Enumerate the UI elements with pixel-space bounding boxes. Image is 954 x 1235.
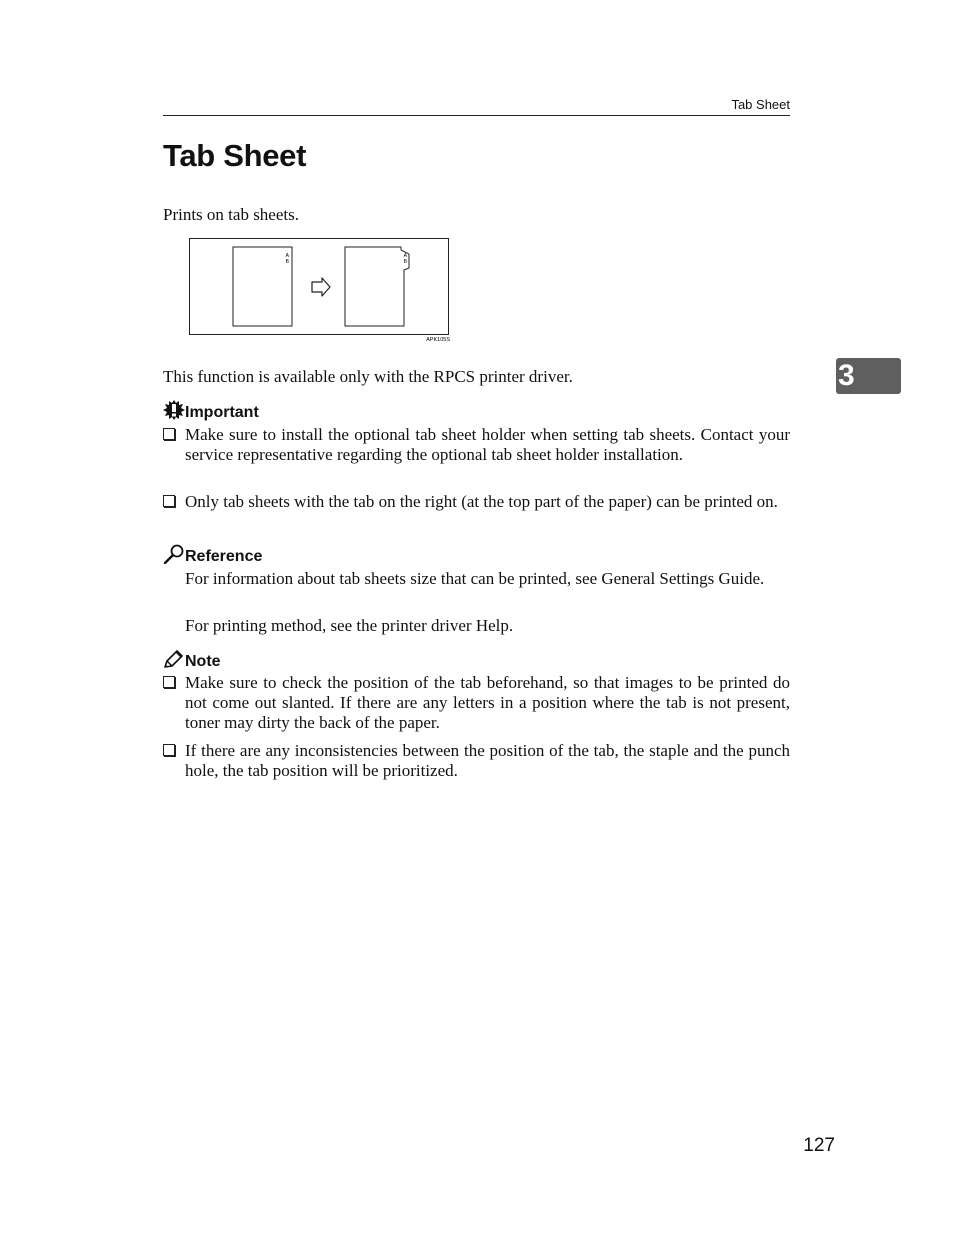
arrow-right-icon — [312, 278, 330, 296]
important-item-text: Only tab sheets with the tab on the right (at the top part of the paper) can be printed on. — [185, 492, 778, 511]
left-tab-letter-a: A — [285, 253, 289, 259]
checkbox-icon — [163, 495, 175, 507]
reference-label: Reference — [185, 548, 263, 565]
availability-text: This function is available only with the RPCS printer driver. — [163, 367, 573, 386]
pencil-icon — [163, 649, 185, 675]
checkbox-icon — [163, 676, 175, 688]
right-tab-letter-b: B — [403, 259, 407, 265]
chapter-tab — [836, 358, 901, 394]
chapter-number: 3 — [838, 359, 855, 392]
important-label: Important — [185, 404, 259, 421]
note-item-text: Make sure to check the position of the tab beforehand, so that images to be printed do not come out slanted. If there are any letters in a position where the tab is not present, toner may dirty the back of the paper. — [185, 673, 790, 732]
magnifier-icon — [163, 544, 185, 570]
checkbox-icon — [163, 744, 175, 756]
reference-heading — [163, 544, 262, 566]
left-tab-letter-b: B — [285, 259, 289, 265]
note-item — [163, 673, 790, 733]
note-heading — [163, 649, 221, 671]
important-item-text: Make sure to install the optional tab sheet holder when setting tab sheets. Contact your service representative regarding the optional tab sheet holder installation. — [185, 425, 790, 464]
checkbox-icon — [163, 428, 175, 440]
note-item — [163, 741, 790, 781]
reference-paragraph: For printing method, see the printer driver Help. — [185, 616, 514, 635]
reference-paragraph: For information about tab sheets size that can be printed, see General Settings Guide. — [185, 569, 765, 588]
important-item — [163, 492, 790, 512]
header-rule — [163, 115, 790, 116]
note-label: Note — [185, 653, 221, 670]
right-tab-letter-a: A — [403, 253, 407, 259]
page-number: 127 — [803, 1135, 835, 1156]
figure-code: APK105S — [426, 337, 450, 343]
tab-sheet-illustration — [189, 238, 451, 346]
intro-text: Prints on tab sheets. — [163, 205, 299, 224]
tab-sheet — [345, 247, 409, 326]
important-item — [163, 425, 790, 465]
running-header: Tab Sheet — [731, 97, 790, 112]
note-item-text: If there are any inconsistencies between the position of the tab, the staple and the punch hole, the tab position will be prioritized. — [185, 741, 790, 780]
important-heading — [163, 400, 259, 422]
plain-sheet — [233, 247, 292, 326]
tab-sheet-figure — [189, 238, 450, 343]
page-title: Tab Sheet — [163, 138, 307, 173]
important-icon — [163, 400, 185, 426]
